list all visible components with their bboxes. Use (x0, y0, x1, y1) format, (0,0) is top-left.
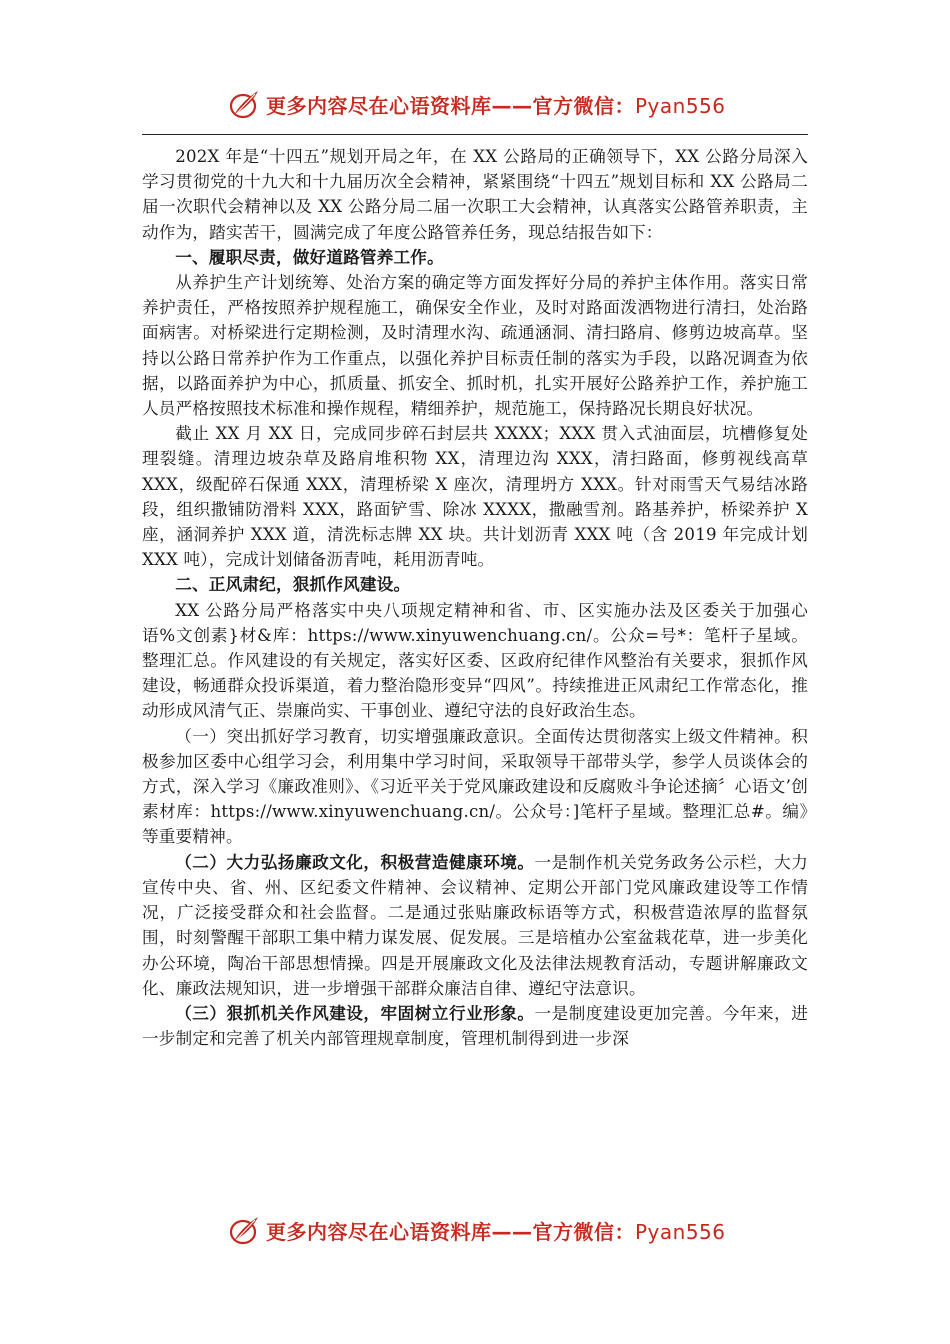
document-body (142, 144, 808, 1051)
subsection-text: 一是制度建设更加完善。今年来，进一步制定和完善了机关内部管理规章制度，管理机制得到进一步深 (142, 1003, 808, 1049)
subsection-lead: （二）大力弘扬廉政文化，积极营造健康环境。 (175, 851, 535, 872)
section-heading-2: 二、正风肃纪，狠抓作风建设。 (175, 574, 411, 595)
feather-pen-logo-icon (228, 87, 262, 121)
feather-pen-logo-icon (228, 1213, 262, 1247)
banner-text (266, 90, 726, 119)
wechat-label: 官方微信： (532, 93, 635, 118)
banner-title: 更多内容尽在心语资料库 (266, 93, 492, 118)
banner-separator: —— (491, 1219, 533, 1244)
body-paragraph: XX 公路分局严格落实中央八项规定精神和省、市、区实施办法及区委关于加强心语%文创素}材&库：https://www.xinyuwenchuang.cn/。公众=号*：笔杆子星域。整理汇总。作风建设的有关规定，落实好区委、区政府纪律作风整治有关要求，狠抓作风建设，畅通群众投诉渠道，着力整治隐形变异“四风”。持续推进正风肃纪工作常态化，推动形成风清气正、崇廉尚实、干事创业、遵纪守法的良好政治生态。 (142, 600, 808, 721)
wechat-id: Pyan556 (635, 93, 726, 118)
banner-text (266, 1216, 726, 1245)
banner-separator: —— (491, 93, 533, 118)
wechat-id: Pyan556 (635, 1219, 726, 1244)
section-heading-1: 一、履职尽责，做好道路管养工作。 (175, 246, 444, 267)
subsection-paragraph-2 (142, 850, 808, 1001)
subsection-text: 一是制作机关党务政务公示栏，大力宣传中央、省、州、区纪委文件精神、会议精神、定期公开部门党风廉政建设等工作情况，广泛接受群众和社会监督。二是通过张贴廉政标语等方式，积极营造浓厚的监督氛围，时刻警醒干部职工集中精力谋发展、促发展。三是培植办公室盆栽花草，进一步美化办公环境，陶冶干部思想情操。四是开展廉政文化及法律法规教育活动，专题讲解廉政文化、廉政法规知识，进一步增强干部群众廉洁自律、遵纪守法意识。 (142, 852, 808, 998)
header-banner (228, 84, 788, 124)
subsection-paragraph-1: （一）突出抓好学习教育，切实增强廉政意识。全面传达贯彻落实上级文件精神。积极参加区委中心组学习会，利用集中学习时间，采取领导干部带头学，参学人员谈体会的方式，深入学习《廉政准则》、《习近平关于党风廉政建设和反腐败斗争论述摘〞心语文’创素材库：https://www.xinyuwenchuang.cn/。公众号：]笔杆子星域。整理汇总#。编》等重要精神。 (142, 726, 808, 847)
intro-paragraph: 202X 年是“十四五”规划开局之年，在 XX 公路局的正确领导下，XX 公路分局深入学习贯彻党的十九大和十九届历次全会精神，紧紧围绕“十四五”规划目标和 XX 公路局二届一次职代会精神以及 XX 公路分局二届一次职工大会精神，认真落实公路管养职责，主动作为，踏实苦干，圆满完成了年度公路管养任务，现总结报告如下： (142, 147, 808, 242)
subsection-paragraph-3 (142, 1001, 808, 1051)
wechat-label: 官方微信： (532, 1219, 635, 1244)
body-paragraph: 截止 XX 月 XX 日，完成同步碎石封层共 XXXX；XXX 贯入式油面层，坑槽修复处理裂缝。清理边坡杂草及路肩堆积物 XX，清理边沟 XXX，清扫路面，修剪视线高草 XXX，级配碎石保通 XXX，清理桥梁 X 座次，清理坍方 XXX。针对雨雪天气易结冰路段，组织撒铺防滑料 XXX，路面铲雪、除冰 XXXX，撒融雪剂。路基养护，桥梁养护 X 座，涵洞养护 XXX 道，清洗标志牌 XX 块。共计划沥青 XXX 吨（含 2019 年完成计划 XXX 吨），完成计划储备沥青吨，耗用沥青吨。 (142, 424, 808, 570)
body-paragraph: 从养护生产计划统筹、处治方案的确定等方面发挥好分局的养护主体作用。落实日常养护责任，严格按照养护规程施工，确保安全作业，及时对路面泼洒物进行清扫，处治路面病害。对桥梁进行定期检测，及时清理水沟、疏通涵洞、清扫路肩、修剪边坡高草。坚持以公路日常养护作为工作重点，以强化养护目标责任制的落实为手段，以路况调查为依据，以路面养护为中心，抓质量、抓安全、抓时机，扎实开展好公路养护工作，养护施工人员严格按照技术标准和操作规程，精细养护，规范施工，保持路况长期良好状况。 (142, 273, 808, 419)
subsection-lead: （三）狠抓机关作风建设，牢固树立行业形象。 (175, 1002, 535, 1023)
banner-title: 更多内容尽在心语资料库 (266, 1219, 492, 1244)
footer-banner (228, 1210, 788, 1250)
header-divider (142, 134, 808, 135)
